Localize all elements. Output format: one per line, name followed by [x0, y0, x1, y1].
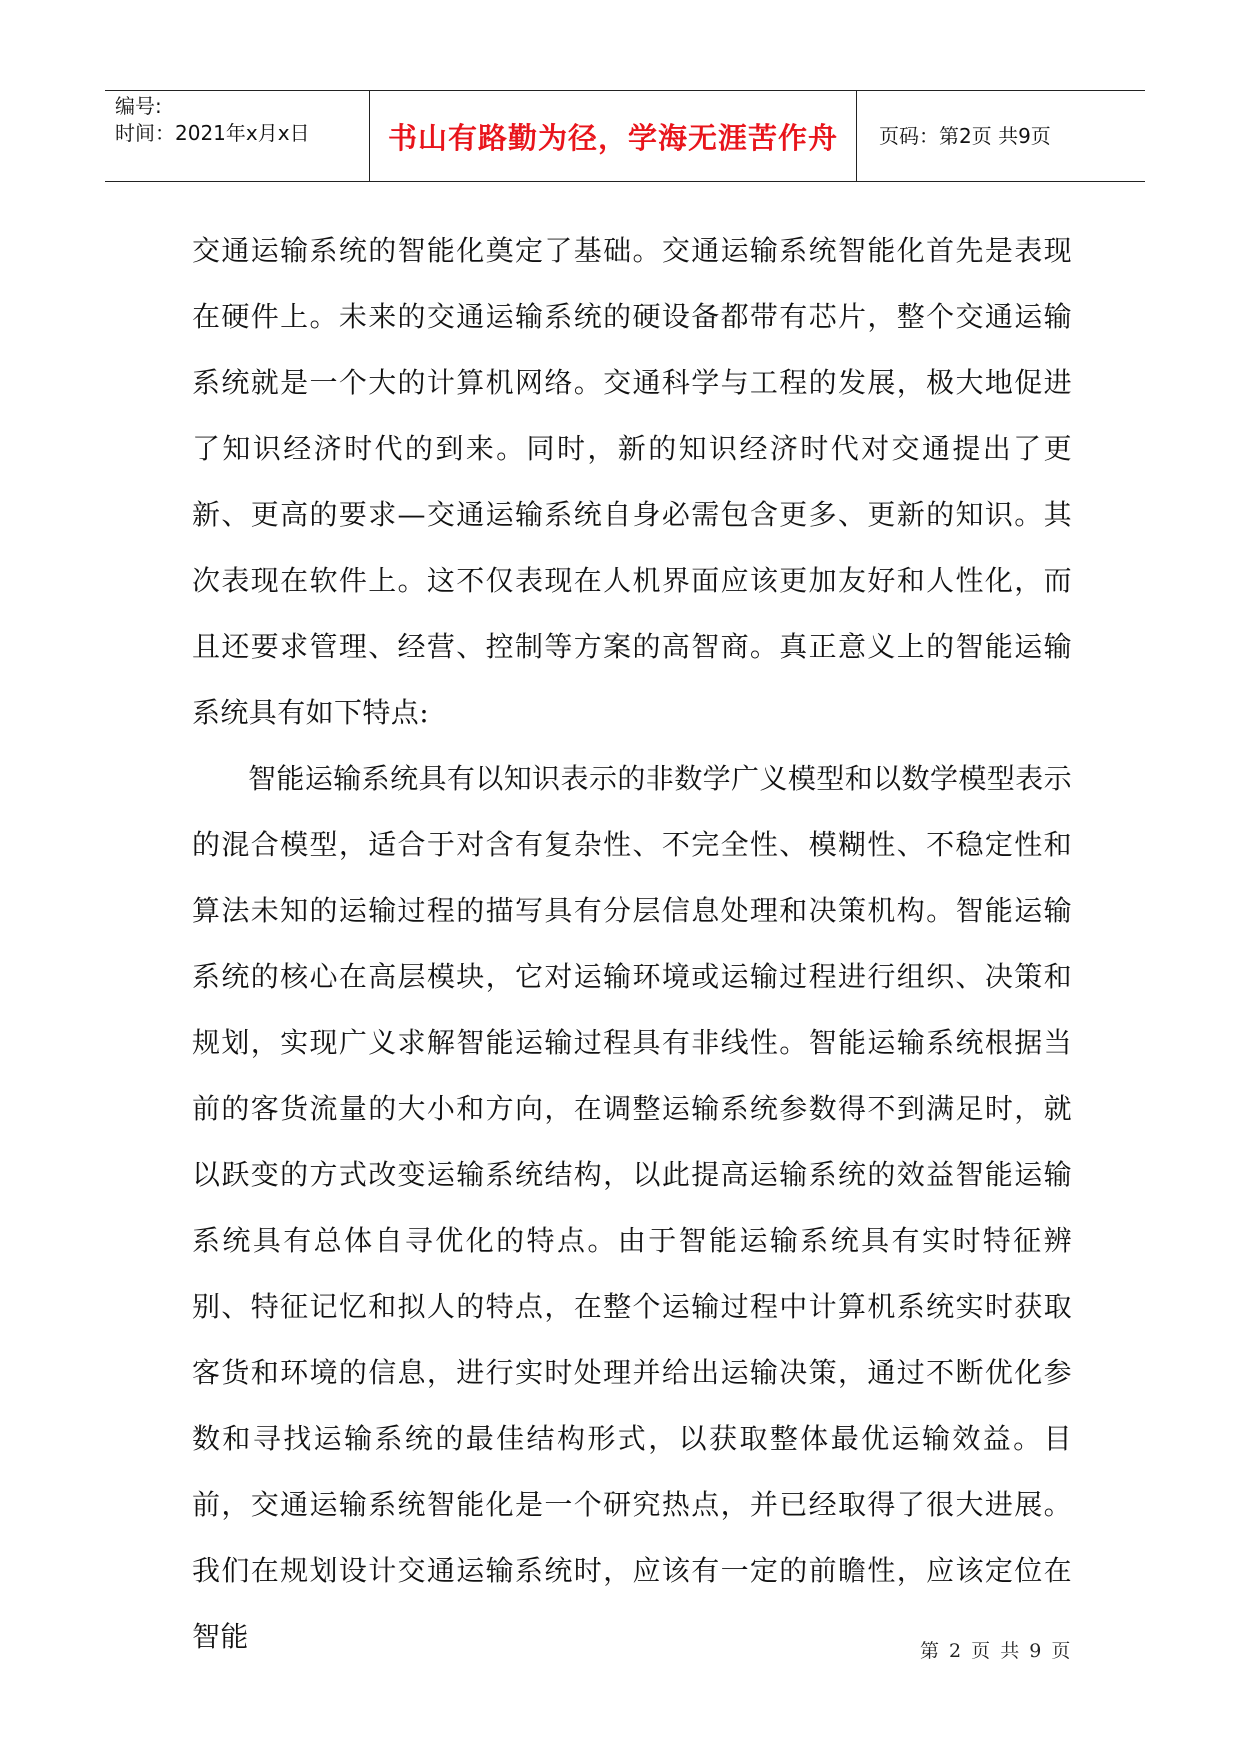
- header-motto-cell: [370, 91, 857, 181]
- header-page-label: 页码：第2页 共9页: [879, 124, 1051, 148]
- page-footer: 第 2 页 共 9 页: [920, 1640, 1073, 1662]
- document-time-label: 时间：2021年x月x日: [115, 121, 310, 145]
- paragraph: 智能运输系统具有以知识表示的非数学广义模型和以数学模型表示的混合模型，适合于对含有复杂性、不完全性、模糊性、不稳定性和算法未知的运输过程的描写具有分层信息处理和决策机构。智能运输系统的核心在高层模块，它对运输环境或运输过程进行组织、决策和规划，实现广义求解智能运输过程具有非线性。智能运输系统根据当前的客货流量的大小和方向，在调整运输系统参数得不到满足时，就以跃变的方式改变运输系统结构，以此提高运输系统的效益智能运输系统具有总体自寻优化的特点。由于智能运输系统具有实时特征辨别、特征记忆和拟人的特点，在整个运输过程中计算机系统实时获取客货和环境的信息，进行实时处理并给出运输决策，通过不断优化参数和寻找运输系统的最佳结构形式，以获取整体最优运输效益。目前，交通运输系统智能化是一个研究热点，并已经取得了很大进展。我们在规划设计交通运输系统时，应该有一定的前瞻性，应该定位在智能: [192, 762, 1072, 1653]
- header-meta-cell: [105, 91, 370, 181]
- header-page-cell: [857, 91, 1145, 181]
- document-body: [192, 218, 1072, 1670]
- header-motto: 书山有路勤为径，学海无涯苦作舟: [387, 120, 838, 155]
- page-header: [105, 90, 1145, 182]
- document-number-label: 编号:: [115, 94, 162, 118]
- paragraph: 交通运输系统的智能化奠定了基础。交通运输系统智能化首先是表现在硬件上。未来的交通运输系统的硬设备都带有芯片，整个交通运输系统就是一个大的计算机网络。交通科学与工程的发展，极大地促进了知识经济时代的到来。同时，新的知识经济时代对交通提出了更新、更高的要求—交通运输系统自身必需包含更多、更新的知识。其次表现在软件上。这不仅表现在人机界面应该更加友好和人性化，而且还要求管理、经营、控制等方案的高智商。真正意义上的智能运输系统具有如下特点:: [192, 234, 1072, 729]
